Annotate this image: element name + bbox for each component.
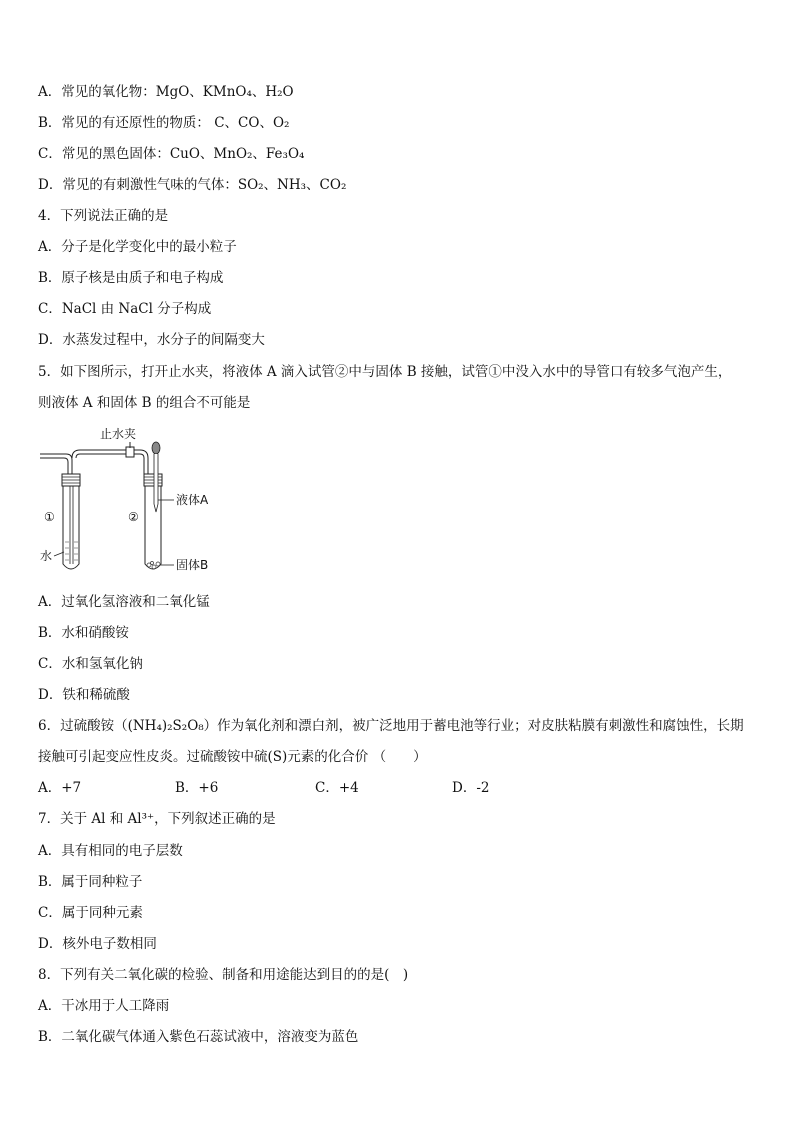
q4-option-d: D．水蒸发过程中，水分子的间隔变大 (38, 332, 265, 348)
dropper-bulb-icon (152, 442, 160, 454)
q6-option-d: D．-2 (452, 780, 490, 796)
q6-stem-line1: 6．过硫酸铵（(NH₄)₂S₂O₈）作为氧化剂和漂白剂，被广泛地用于蓄电池等行业；对皮肤粘膜有刺激性和腐蚀性，长期 (38, 718, 744, 734)
q3-option-b: B．常见的有还原性的物质： C、CO、O₂ (38, 115, 290, 131)
water-label: 水 (40, 549, 53, 563)
q5-option-c: C．水和氢氧化钠 (38, 656, 143, 672)
q3-option-c: C．常见的黑色固体：CuO、MnO₂、Fe₃O₄ (38, 146, 305, 162)
q7-option-d: D．核外电子数相同 (38, 936, 157, 952)
q6-option-c: C．+4 (315, 780, 359, 796)
q3-option-d: D．常见的有刺激性气味的气体：SO₂、NH₃、CO₂ (38, 177, 347, 193)
q5-option-b: B．水和硝酸铵 (38, 625, 129, 641)
q6-options-row (38, 778, 738, 798)
q5-stem-line2: 则液体 A 和固体 B 的组合不可能是 (38, 395, 251, 411)
solid-b-label: 固体B (176, 558, 209, 572)
tube1-label: ① (44, 510, 55, 524)
q5-option-a: A．过氧化氢溶液和二氧化锰 (38, 594, 210, 610)
q8-option-a: A．干冰用于人工降雨 (38, 998, 170, 1014)
test-tube-2 (144, 442, 162, 569)
q8-stem: 8．下列有关二氧化碳的检验、制备和用途能达到目的的是( ) (38, 967, 409, 983)
q4-option-a: A．分子是化学变化中的最小粒子 (38, 239, 237, 255)
clamp-icon (126, 447, 134, 457)
liquid-a-label: 液体A (176, 493, 209, 507)
q5-stem-line1: 5．如下图所示，打开止水夹，将液体 A 滴入试管②中与固体 B 接触，试管①中没入水中的导管口有较多气泡产生， (38, 364, 732, 380)
q6-option-b: B．+6 (175, 780, 219, 796)
q7-option-b: B．属于同种粒子 (38, 874, 143, 890)
q6-option-a: A．+7 (38, 780, 82, 796)
q4-option-b: B．原子核是由质子和电子构成 (38, 270, 224, 286)
test-tube-1 (62, 474, 80, 569)
q3-option-a: A．常见的氧化物：MgO、KMnO₄、H₂O (38, 84, 294, 100)
q7-option-c: C．属于同种元素 (38, 905, 143, 921)
q4-stem: 4．下列说法正确的是 (38, 208, 169, 224)
clamp-label: 止水夹 (100, 427, 137, 441)
q7-stem: 7．关于 Al 和 Al³⁺，下列叙述正确的是 (38, 811, 276, 827)
q5-apparatus-figure (36, 424, 236, 584)
q7-option-a: A．具有相同的电子层数 (38, 843, 183, 859)
tube2-label: ② (128, 510, 139, 524)
q5-option-d: D．铁和稀硫酸 (38, 687, 130, 703)
q8-option-b: B．二氧化碳气体通入紫色石蕊试液中，溶液变为蓝色 (38, 1029, 359, 1045)
q4-option-c: C．NaCl 由 NaCl 分子构成 (38, 301, 212, 317)
q6-stem-line2: 接触可引起变应性皮炎。过硫酸铵中硫(S)元素的化合价 （ ） (38, 749, 427, 765)
